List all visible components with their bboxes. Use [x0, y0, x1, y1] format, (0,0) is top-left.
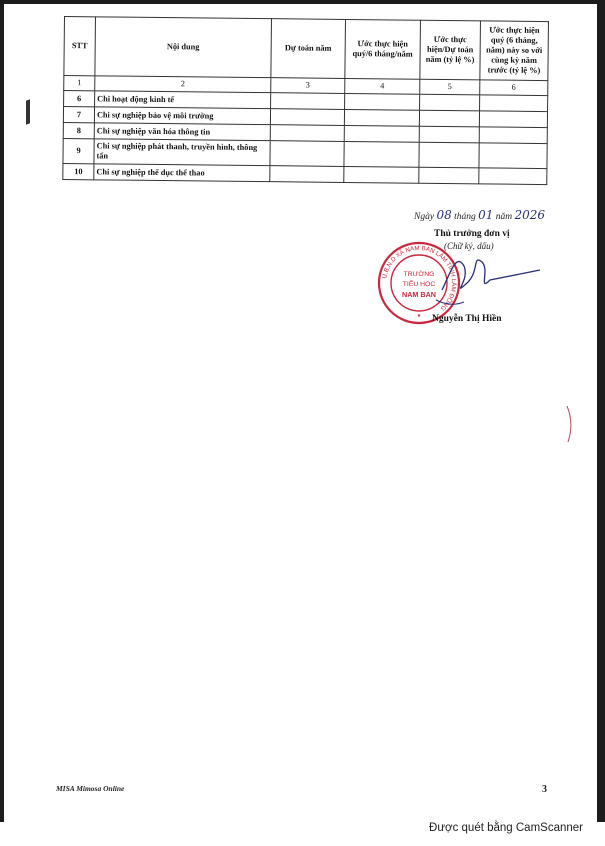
stamp-star-icon: ★ — [416, 313, 422, 319]
row-cell — [270, 125, 344, 142]
stamp-line-1: TRƯỜNG — [403, 271, 435, 278]
row-stt: 6 — [64, 91, 95, 107]
row-cell — [344, 141, 419, 167]
row-cell — [479, 143, 547, 169]
row-content: Chi sự nghiệp bảo vệ môi trường — [94, 107, 270, 125]
row-cell — [270, 166, 344, 183]
header-year-over-year: Ước thực hiện quý (6 tháng, năm) này so với cùng kỳ năm trước (tỷ lệ %) — [480, 21, 549, 81]
row-cell — [270, 141, 344, 167]
header-annual-estimate: Dự toán năm — [271, 19, 346, 79]
row-cell — [419, 142, 479, 168]
index-cell: 3 — [271, 78, 345, 94]
document-page — [4, 4, 597, 822]
header-stt: STT — [64, 17, 96, 76]
signer-title: Thủ trưởng đơn vị — [434, 229, 510, 239]
signature-date — [414, 208, 545, 222]
row-cell — [270, 109, 344, 126]
row-stt: 7 — [63, 107, 94, 123]
row-cell — [344, 125, 419, 142]
index-cell: 2 — [95, 76, 271, 93]
stamp-line-3: NAM BAN — [402, 290, 436, 299]
date-prefix: Ngày — [414, 212, 435, 222]
row-cell — [344, 166, 419, 183]
index-cell: 4 — [345, 78, 420, 94]
row-cell — [344, 109, 419, 126]
row-content: Chi sự nghiệp văn hóa thông tin — [94, 123, 270, 141]
signature-hint: (Chữ ký, dấu) — [444, 241, 494, 251]
index-cell: 5 — [420, 79, 480, 95]
row-cell — [420, 94, 480, 111]
scan-artifact-right — [564, 404, 574, 444]
header-execution-ratio: Ước thực hiện/Dự toán năm (tỷ lệ %) — [420, 20, 481, 80]
footer-software: MISA Mimosa Online — [56, 784, 125, 793]
scanner-strip — [0, 822, 605, 846]
row-cell — [345, 93, 420, 110]
page-number: 3 — [542, 784, 547, 795]
row-cell — [480, 95, 548, 112]
header-content: Nội dung — [95, 17, 272, 78]
row-stt: 9 — [63, 138, 94, 163]
row-cell — [419, 110, 479, 127]
row-content: Chi sự nghiệp phát thanh, truyền hình, thông tấn — [94, 139, 270, 166]
date-month: 01 — [478, 208, 494, 222]
row-stt: 10 — [63, 163, 94, 179]
row-cell — [479, 127, 547, 144]
header-estimated-execution: Ước thực hiện quý/6 tháng/năm — [345, 19, 421, 79]
signer-name: Nguyễn Thị Hiền — [432, 314, 502, 324]
date-year: 2026 — [514, 208, 546, 222]
table-header-row — [64, 17, 549, 81]
budget-table — [62, 16, 549, 185]
index-cell: 6 — [480, 80, 548, 96]
row-cell — [419, 167, 479, 184]
row-cell — [479, 168, 547, 185]
row-stt: 8 — [63, 122, 94, 138]
index-cell: 1 — [64, 76, 95, 91]
date-day: 08 — [436, 208, 452, 222]
row-cell — [479, 111, 547, 128]
stamp-line-2: TIỂU HỌC — [402, 281, 436, 288]
camscanner-watermark: Được quét bằng CamScanner — [429, 822, 583, 834]
date-year-label: năm — [495, 212, 513, 222]
scan-artifact-left — [26, 99, 30, 124]
row-content: Chi sự nghiệp thể dục thể thao — [94, 164, 270, 182]
row-cell — [419, 126, 479, 143]
stamp-ring-text: U.B.N.D XÃ NAM BAN LÂM TỈNH LÂM ĐỒNG — [381, 244, 458, 312]
date-month-label: tháng — [454, 212, 476, 222]
row-content: Chi hoạt động kinh tế — [95, 91, 271, 109]
official-stamp — [377, 241, 461, 325]
row-cell — [271, 93, 345, 110]
